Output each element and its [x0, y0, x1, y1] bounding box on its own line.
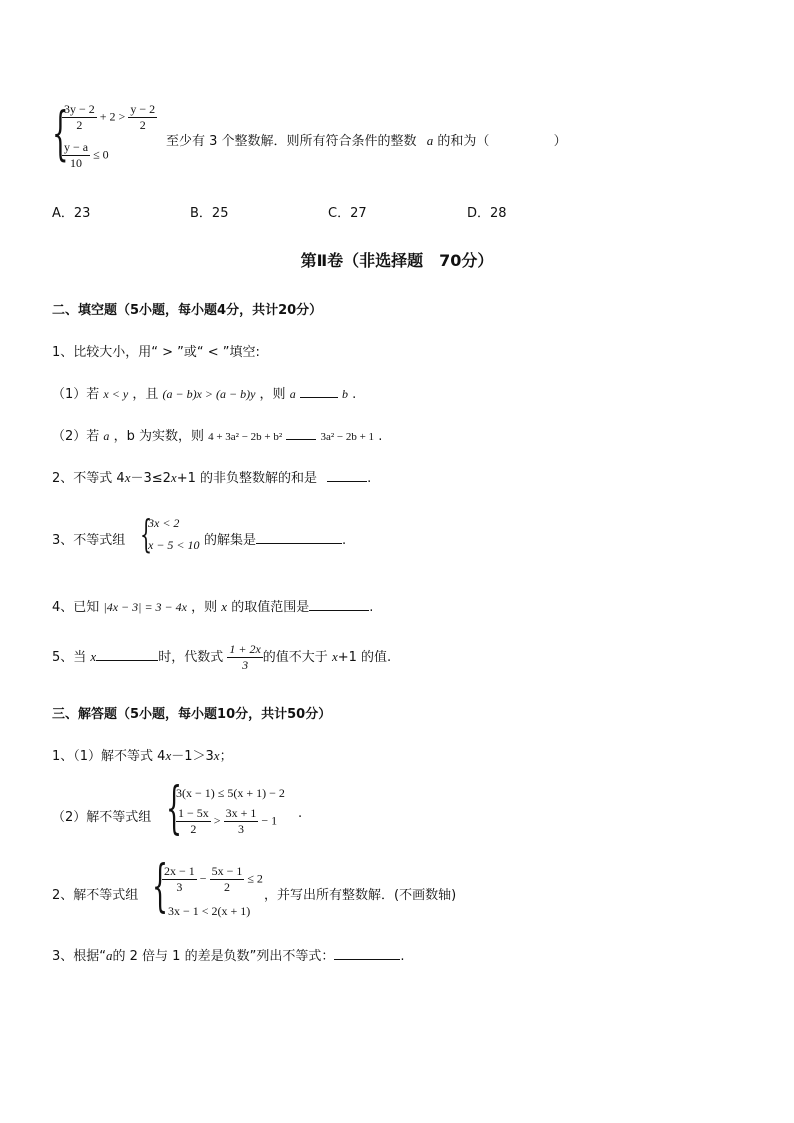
option-a: A．23: [52, 206, 91, 221]
prev-question: [52, 100, 732, 180]
system-line-1: $\frac{3y - 2}{2}$ + 2 > $\frac{y - 2}{2}$: [64, 102, 156, 132]
solve-q3: 3、根据“a的 2 倍与 1 的差是负数”列出不等式： .: [52, 948, 405, 964]
question-text: 至少有 3 个整数解．则所有符合条件的整数 a 的和为（ ）: [166, 133, 567, 149]
fill-q1-intro: 1、比较大小，用“ > ”或“ < ”填空:: [52, 345, 260, 360]
option-b: B．25: [190, 206, 229, 221]
fill-q5: 5、当 x 时，代数式 $\frac{1 + 2x}{3}$ 的值不大于 x+1 的值.: [52, 642, 392, 672]
system-brace: {: [166, 776, 183, 841]
solve-q1-part1: 1、（1）解不等式 4x－1＞3x；: [52, 748, 233, 764]
answer-blank[interactable]: [286, 427, 316, 440]
part-title: 第Ⅱ卷（非选择题 70分）: [300, 251, 494, 270]
answer-blank[interactable]: [334, 947, 400, 960]
section-heading-fill: 二、填空题（5小题，每小题4分，共计20分）: [52, 303, 323, 318]
fill-q2: 2、不等式 4x－3≤2x+1 的非负整数解的和是 .: [52, 470, 372, 486]
answer-blank[interactable]: [96, 648, 158, 661]
section-heading-solve: 三、解答题（5小题，每小题10分，共计50分）: [52, 707, 332, 722]
answer-blank[interactable]: [309, 598, 369, 611]
option-c: C．27: [328, 206, 367, 221]
system-brace: {: [140, 512, 153, 556]
system-brace: {: [152, 854, 169, 919]
answer-blank[interactable]: [256, 531, 342, 544]
fill-q4: 4、已知 |4x − 3| = 3 − 4x ，则 x 的取值范围是 .: [52, 599, 374, 615]
fill-q1-sub2: （2）若 a ，b 为实数，则 4 + 3a² − 2b + b² 3a² − 2b + 1 .: [52, 429, 383, 444]
system-line-2: $\frac{y - a}{10}$ ≤ 0: [64, 140, 109, 170]
fill-q1-sub1: （1）若 x < y ，且 (a − b)x > (a − b)y ，则 a b .: [52, 387, 357, 402]
answer-blank[interactable]: [327, 469, 367, 482]
answer-blank[interactable]: [300, 385, 338, 398]
option-d: D．28: [467, 206, 507, 221]
system-brace: {: [52, 99, 69, 167]
